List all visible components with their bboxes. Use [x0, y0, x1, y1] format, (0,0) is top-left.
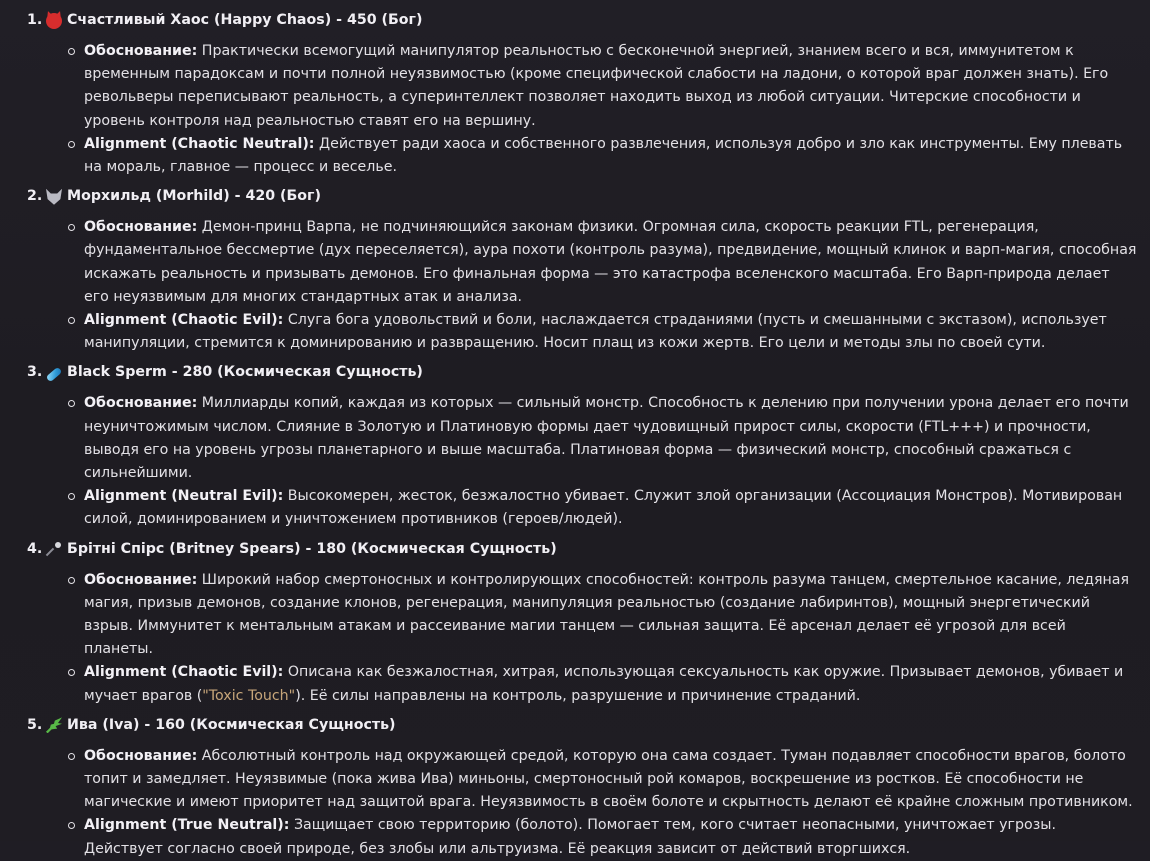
ranking-item-3	[27, 361, 1150, 531]
justification-label: Обоснование:	[84, 43, 198, 59]
justification-item	[67, 40, 1137, 133]
ranking-item-4	[27, 538, 1150, 708]
justification-label: Обоснование:	[84, 571, 198, 588]
hollow-bullet-icon	[68, 141, 75, 148]
alignment-text: Высокомерен, жесток, безжалостно убивает. Служит злой организации (Ассоциация Монстров). Мотивирован силой, доминированием и уничтожением противников (героев/людей).	[84, 488, 1123, 528]
entry-number: 2.	[27, 188, 43, 205]
justification-item	[67, 745, 1137, 815]
hollow-bullet-icon	[68, 48, 75, 55]
alignment-item	[67, 309, 1137, 355]
entry-details	[27, 40, 1137, 179]
justification-label: Обоснование:	[84, 395, 198, 412]
alignment-text: Слуга бога удовольствий и боли, наслаждается страданиями (пусть и смешанными с экстазом), использует манипуляции, стремится к доминированию и развращению. Носит плащ из кожи жертв. Его цели и методы злы по своей сути.	[84, 312, 1107, 352]
alignment-item	[67, 485, 1137, 531]
alignment-label: Alignment (Neutral Evil):	[84, 488, 284, 505]
justification-item	[67, 569, 1137, 662]
hollow-bullet-icon	[68, 317, 75, 324]
hollow-bullet-icon	[68, 822, 75, 829]
entry-details	[27, 216, 1137, 355]
ranking-item-2	[27, 185, 1150, 355]
justification-item	[67, 392, 1137, 485]
ranking-item-1	[27, 9, 1150, 179]
entry-title	[27, 361, 1150, 384]
entry-title-text: Ива (Iva) - 160 (Космическая Сущность)	[67, 716, 396, 733]
hollow-bullet-icon	[68, 577, 75, 584]
devil-face-icon	[46, 13, 62, 29]
alignment-item	[67, 661, 1137, 707]
justification-item	[67, 216, 1137, 309]
entry-title	[27, 185, 1150, 208]
alignment-label: Alignment (Chaotic Neutral):	[84, 135, 315, 152]
justification-text: Миллиарды копий, каждая из которых — сильный монстр. Способность к делению при получении урона делает его почти неуничтожимым числом. Слияние в Золотую и Платиновую формы дает чудовищный прирост силы, скорости (FTL+++) и прочности, выводя его на уровень угрозы планетарного и выше масштаба. Платиновая форма — физический монстр, способный сражаться с сильнейшими.	[84, 395, 1129, 482]
entry-number: 4.	[27, 540, 43, 557]
alignment-text-before: Описана как безжалостная, хитрая, использующая сексуальность как оружие. Призывает демонов, убивает и мучает врагов (	[84, 664, 1124, 704]
entry-details	[27, 392, 1137, 531]
alignment-label: Alignment (Chaotic Evil):	[84, 312, 284, 329]
hollow-bullet-icon	[68, 493, 75, 500]
hollow-bullet-icon	[68, 753, 75, 760]
alignment-label: Alignment (Chaotic Evil):	[84, 664, 284, 681]
entry-number: 3.	[27, 364, 43, 381]
alignment-item	[67, 814, 1137, 860]
justification-label: Обоснование:	[84, 747, 198, 764]
ranking-item-5	[27, 714, 1150, 861]
justification-label: Обоснование:	[84, 219, 198, 236]
alignment-text-after: ). Её силы направлены на контроль, разрушение и причинение страданий.	[295, 687, 861, 704]
microphone-icon	[46, 541, 62, 557]
alignment-item	[67, 133, 1137, 179]
justification-text: Широкий набор смертоносных и контролирующих способностей: контроль разума танцем, смертельное касание, ледяная магия, призыв демонов, создание клонов, регенерация, манипуляция реальностью (создание лабиринтов), мощный энергетический взрыв. Иммунитет к ментальным атакам и рассеивание магии танцем — сильная защита. Её арсенал делает её угрозой для всей планеты.	[84, 571, 1129, 658]
entry-title-text: Black Sperm - 280 (Космическая Сущность)	[67, 364, 423, 381]
entry-details	[27, 745, 1137, 861]
toxic-touch-quote: "Toxic Touch"	[202, 687, 296, 704]
entry-number: 1.	[27, 11, 43, 28]
entry-title	[27, 538, 1150, 561]
hollow-bullet-icon	[68, 669, 75, 676]
alignment-text: Действует ради хаоса и собственного развлечения, используя добро и зло как инструменты. Ему плевать на мораль, главное — процесс и веселье.	[84, 135, 1123, 176]
wolf-icon	[46, 189, 62, 205]
alignment-text: Защищает свою территорию (болото). Помогает тем, кого считает неопасными, уничтожает угрозы. Действует согласно своей природе, без злобы или альтруизма. Её реакция зависит от действий вторгшихся.	[84, 817, 1056, 857]
alignment-label: Alignment (True Neutral):	[84, 817, 290, 834]
entry-title-text: Брітні Спірс (Britney Spears) - 180 (Космическая Сущность)	[67, 540, 557, 557]
entry-title-text: Морхильд (Morhild) - 420 (Бог)	[67, 188, 321, 205]
entry-title-text: Счастливый Хаос (Happy Chaos) - 450 (Бог)	[67, 11, 423, 28]
entry-number: 5.	[27, 716, 43, 733]
justification-text: Практически всемогущий манипулятор реальностью с бесконечной энергией, знанием всего и вся, иммунитетом к временным парадоксам и почти полной неуязвимостью (кроме специфической слабости на ладони, о которой враг должен знать). Его револьверы переписывают реальность, а суперинтеллект позволяет находить выход из любой ситуации. Читерские способности и уровень контроля над реальностью ставят его на вершину.	[84, 43, 1109, 129]
justification-text: Демон-принц Варпа, не подчиняющийся законам физики. Огромная сила, скорость реакции FTL, регенерация, фундаментальное бессмертие (дух переселяется), аура похоти (контроль разума), предвидение, мощный клинок и варп-магия, способная искажать реальность и призывать демонов. Его финальная форма — это катастрофа вселенского масштаба. Его Варп-природа делает его неуязвимым для многих стандартных атак и анализа.	[84, 219, 1137, 305]
hollow-bullet-icon	[68, 224, 75, 231]
entry-title	[27, 714, 1150, 737]
entry-details	[27, 569, 1137, 708]
justification-text: Абсолютный контроль над окружающей средой, которую она сама создает. Туман подавляет способности врагов, болото топит и замедляет. Неуязвимые (пока жива Ива) миньоны, смертоносный рой комаров, воскрешение из ростков. Её способности не магические и имеют приоритет над защитой врага. Неуязвимость в своём болоте и скрытность делают её крайне сложным противником.	[84, 747, 1133, 811]
entry-title	[27, 9, 1150, 32]
herb-icon	[46, 717, 62, 733]
pill-icon	[46, 367, 63, 383]
hollow-bullet-icon	[68, 400, 75, 407]
